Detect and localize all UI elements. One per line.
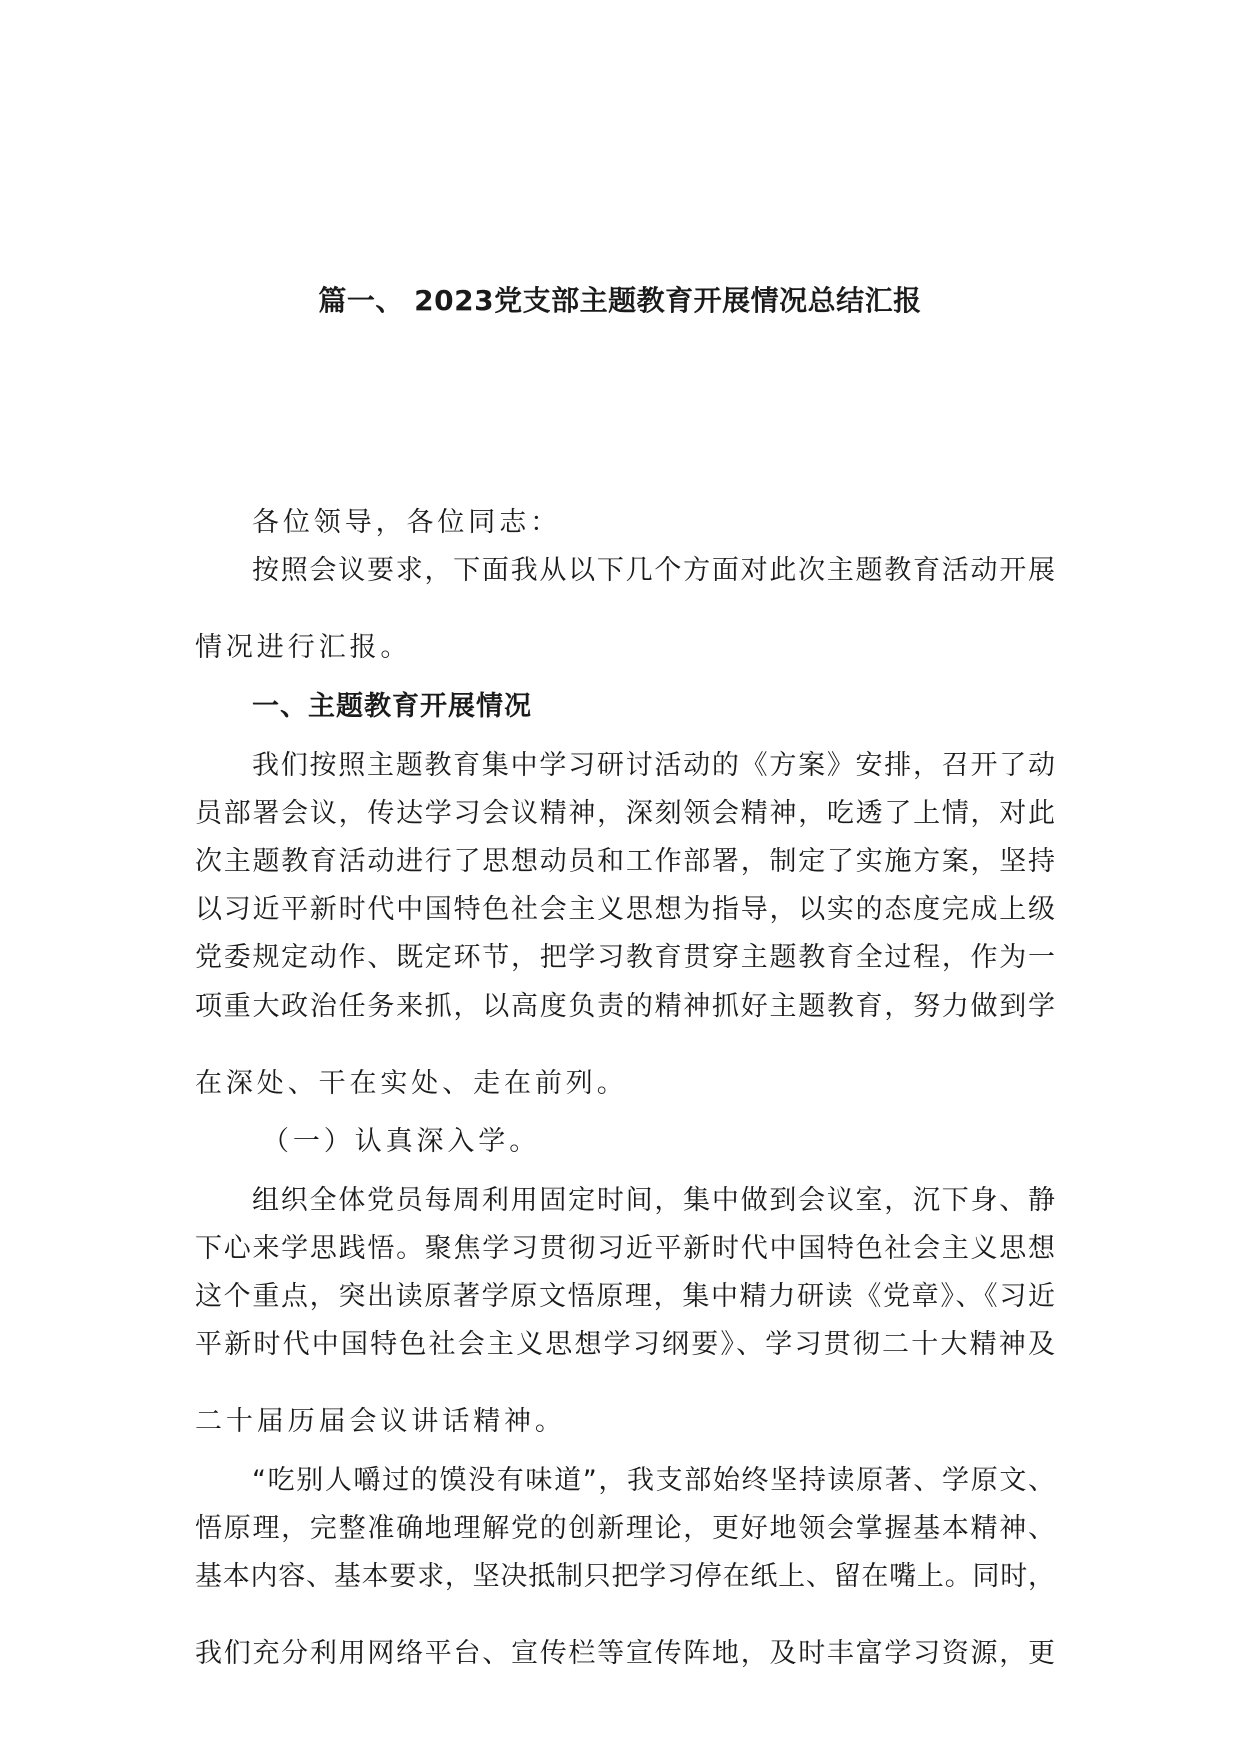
greeting-line: 各位领导，各位同志： — [252, 507, 561, 538]
paragraph-line: 这个重点，突出读原著学原文悟原理，集中精力研读《党章》、《习近 — [195, 1281, 1055, 1312]
paragraph-line: 党委规定动作、既定环节，把学习教育贯穿主题教育全过程，作为一 — [195, 942, 1055, 973]
paragraph-line: 项重大政治任务来抓，以高度负责的精神抓好主题教育，努力做到学 — [195, 991, 1055, 1022]
paragraph-line: 平新时代中国特色社会主义思想学习纲要》、学习贯彻二十大精神及 — [195, 1329, 1055, 1360]
paragraph-line: 我们按照主题教育集中学习研讨活动的《方案》安排，召开了动 — [252, 750, 1055, 781]
paragraph-line: 次主题教育活动进行了思想动员和工作部署，制定了实施方案，坚持 — [195, 846, 1055, 877]
document-title: 篇一、 2023党支部主题教育开展情况总结汇报 — [318, 284, 922, 317]
paragraph-line: 二十届历届会议讲话精神。 — [195, 1406, 566, 1437]
paragraph-line: 组织全体党员每周利用固定时间，集中做到会议室，沉下身、静 — [252, 1185, 1055, 1216]
section-heading: 一、主题教育开展情况 — [252, 691, 532, 722]
paragraph-line: 以习近平新时代中国特色社会主义思想为指导，以实的态度完成上级 — [195, 894, 1055, 925]
paragraph-line: “吃别人嚼过的馍没有味道”，我支部始终坚持读原著、学原文、 — [252, 1465, 1055, 1496]
paragraph-line: 悟原理，完整准确地理解党的创新理论，更好地领会掌握基本精神、 — [195, 1513, 1055, 1544]
paragraph-line: 在深处、干在实处、走在前列。 — [195, 1068, 628, 1099]
paragraph-line: 下心来学思践悟。聚焦学习贯彻习近平新时代中国特色社会主义思想 — [195, 1233, 1055, 1264]
paragraph-line: 我们充分利用网络平台、宣传栏等宣传阵地，及时丰富学习资源，更 — [195, 1638, 1055, 1669]
paragraph-line: 员部署会议，传达学习会议精神，深刻领会精神，吃透了上情，对此 — [195, 798, 1055, 829]
paragraph-line: 情况进行汇报。 — [195, 632, 412, 663]
paragraph-line: 基本内容、基本要求，坚决抵制只把学习停在纸上、留在嘴上。同时， — [195, 1561, 1055, 1592]
paragraph-line: 按照会议要求，下面我从以下几个方面对此次主题教育活动开展 — [252, 555, 1055, 586]
subsection-heading: （一）认真深入学。 — [262, 1126, 541, 1157]
